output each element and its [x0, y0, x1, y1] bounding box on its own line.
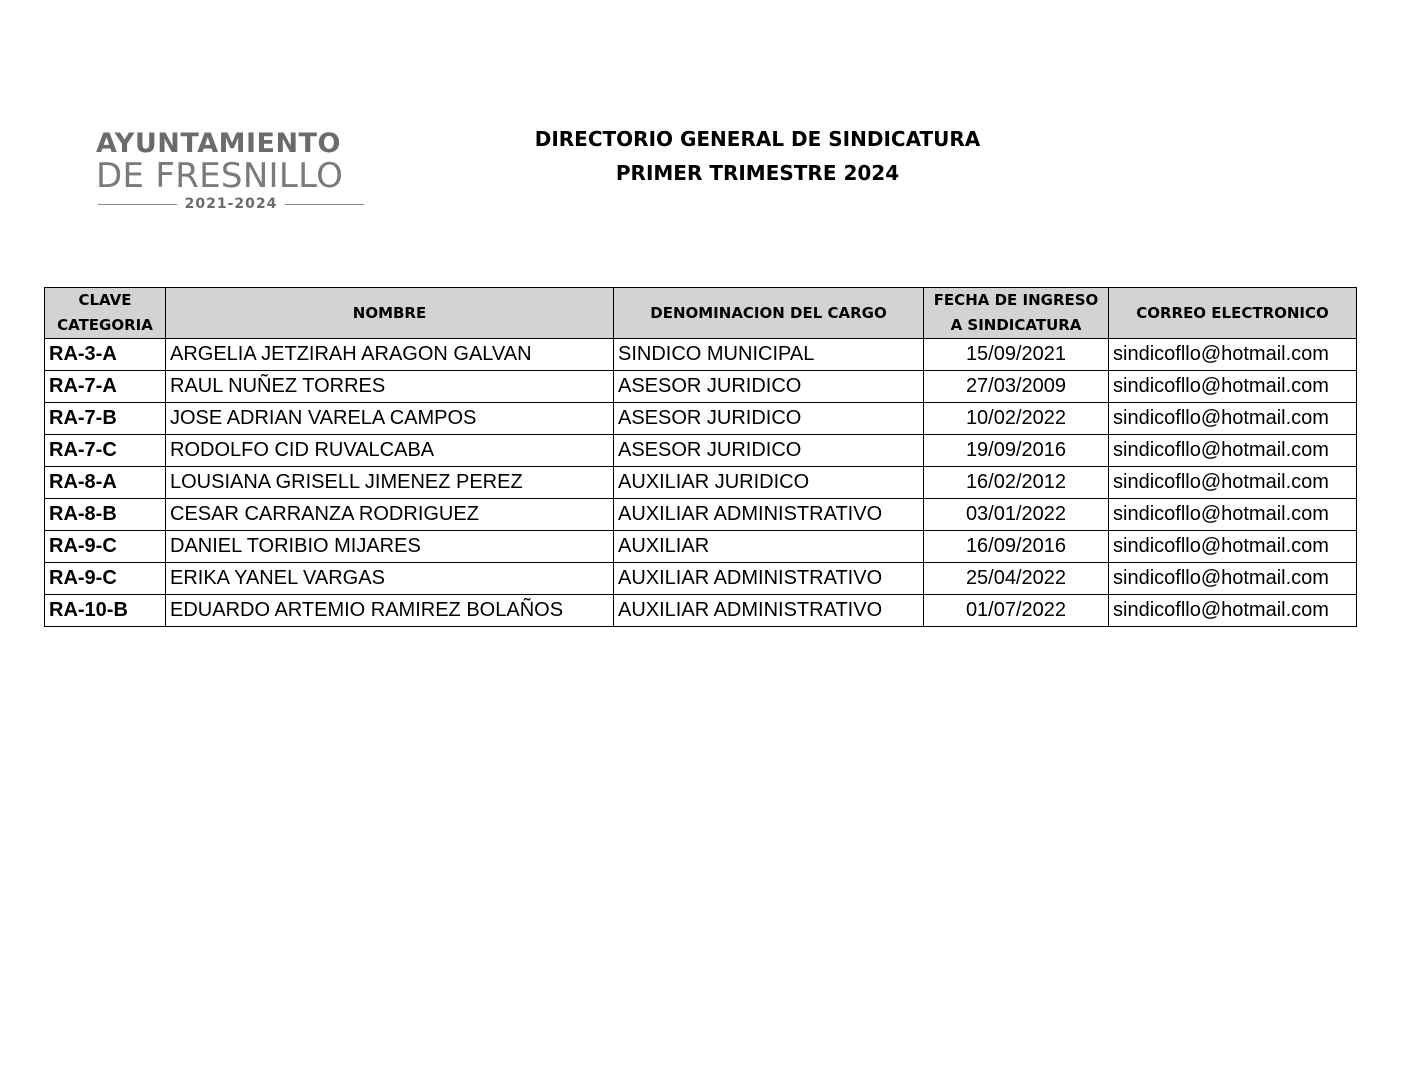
cell-correo: sindicofllo@hotmail.com [1109, 371, 1357, 403]
cell-clave: RA-9-C [45, 563, 166, 595]
ayuntamiento-logo [92, 128, 372, 218]
logo-line2: DE FRESNILLO [96, 156, 344, 196]
table-row [45, 339, 1357, 371]
logo-rule-left [98, 204, 177, 205]
cell-fecha: 19/09/2016 [924, 435, 1109, 467]
table-row [45, 403, 1357, 435]
header-nombre: NOMBRE [166, 288, 614, 339]
cell-nombre: LOUSIANA GRISELL JIMENEZ PEREZ [166, 467, 614, 499]
cell-nombre: JOSE ADRIAN VARELA CAMPOS [166, 403, 614, 435]
cell-fecha: 10/02/2022 [924, 403, 1109, 435]
table-row [45, 595, 1357, 627]
cell-clave: RA-7-B [45, 403, 166, 435]
cell-nombre: DANIEL TORIBIO MIJARES [166, 531, 614, 563]
title-line2: PRIMER TRIMESTRE 2024 [615, 161, 900, 185]
document-title [470, 122, 1045, 190]
cell-cargo: ASESOR JURIDICO [614, 371, 924, 403]
cell-nombre: EDUARDO ARTEMIO RAMIREZ BOLAÑOS [166, 595, 614, 627]
cell-clave: RA-10-B [45, 595, 166, 627]
cell-cargo: SINDICO MUNICIPAL [614, 339, 924, 371]
logo-line1: AYUNTAMIENTO [96, 128, 341, 159]
table-row [45, 563, 1357, 595]
cell-correo: sindicofllo@hotmail.com [1109, 499, 1357, 531]
header-fecha: FECHA DE INGRESO A SINDICATURA [924, 288, 1109, 339]
header-cargo: DENOMINACION DEL CARGO [614, 288, 924, 339]
cell-fecha: 16/09/2016 [924, 531, 1109, 563]
cell-clave: RA-8-B [45, 499, 166, 531]
cell-fecha: 01/07/2022 [924, 595, 1109, 627]
table-row [45, 499, 1357, 531]
cell-clave: RA-9-C [45, 531, 166, 563]
cell-fecha: 03/01/2022 [924, 499, 1109, 531]
cell-cargo: ASESOR JURIDICO [614, 435, 924, 467]
directory-table [44, 287, 1357, 627]
table-row [45, 371, 1357, 403]
cell-correo: sindicofllo@hotmail.com [1109, 403, 1357, 435]
table-row [45, 435, 1357, 467]
cell-correo: sindicofllo@hotmail.com [1109, 339, 1357, 371]
cell-cargo: AUXILIAR JURIDICO [614, 467, 924, 499]
cell-cargo: AUXILIAR ADMINISTRATIVO [614, 499, 924, 531]
logo-years-row [98, 194, 364, 214]
header-correo: CORREO ELECTRONICO [1109, 288, 1357, 339]
cell-correo: sindicofllo@hotmail.com [1109, 563, 1357, 595]
title-line1: DIRECTORIO GENERAL DE SINDICATURA [534, 127, 981, 151]
cell-clave: RA-3-A [45, 339, 166, 371]
cell-fecha: 27/03/2009 [924, 371, 1109, 403]
cell-clave: RA-7-A [45, 371, 166, 403]
cell-cargo: AUXILIAR ADMINISTRATIVO [614, 595, 924, 627]
cell-clave: RA-8-A [45, 467, 166, 499]
cell-fecha: 25/04/2022 [924, 563, 1109, 595]
cell-cargo: ASESOR JURIDICO [614, 403, 924, 435]
cell-cargo: AUXILIAR ADMINISTRATIVO [614, 563, 924, 595]
cell-correo: sindicofllo@hotmail.com [1109, 467, 1357, 499]
cell-nombre: RODOLFO CID RUVALCABA [166, 435, 614, 467]
cell-cargo: AUXILIAR [614, 531, 924, 563]
header-row [45, 288, 1357, 339]
logo-years: 2021-2024 [184, 196, 278, 212]
logo-rule-right [285, 204, 364, 205]
cell-correo: sindicofllo@hotmail.com [1109, 595, 1357, 627]
table-row [45, 467, 1357, 499]
cell-nombre: RAUL NUÑEZ TORRES [166, 371, 614, 403]
cell-nombre: CESAR CARRANZA RODRIGUEZ [166, 499, 614, 531]
cell-fecha: 15/09/2021 [924, 339, 1109, 371]
cell-correo: sindicofllo@hotmail.com [1109, 531, 1357, 563]
cell-correo: sindicofllo@hotmail.com [1109, 435, 1357, 467]
header-clave: CLAVE CATEGORIA [45, 288, 166, 339]
cell-fecha: 16/02/2012 [924, 467, 1109, 499]
cell-nombre: ERIKA YANEL VARGAS [166, 563, 614, 595]
table-row [45, 531, 1357, 563]
cell-nombre: ARGELIA JETZIRAH ARAGON GALVAN [166, 339, 614, 371]
cell-clave: RA-7-C [45, 435, 166, 467]
